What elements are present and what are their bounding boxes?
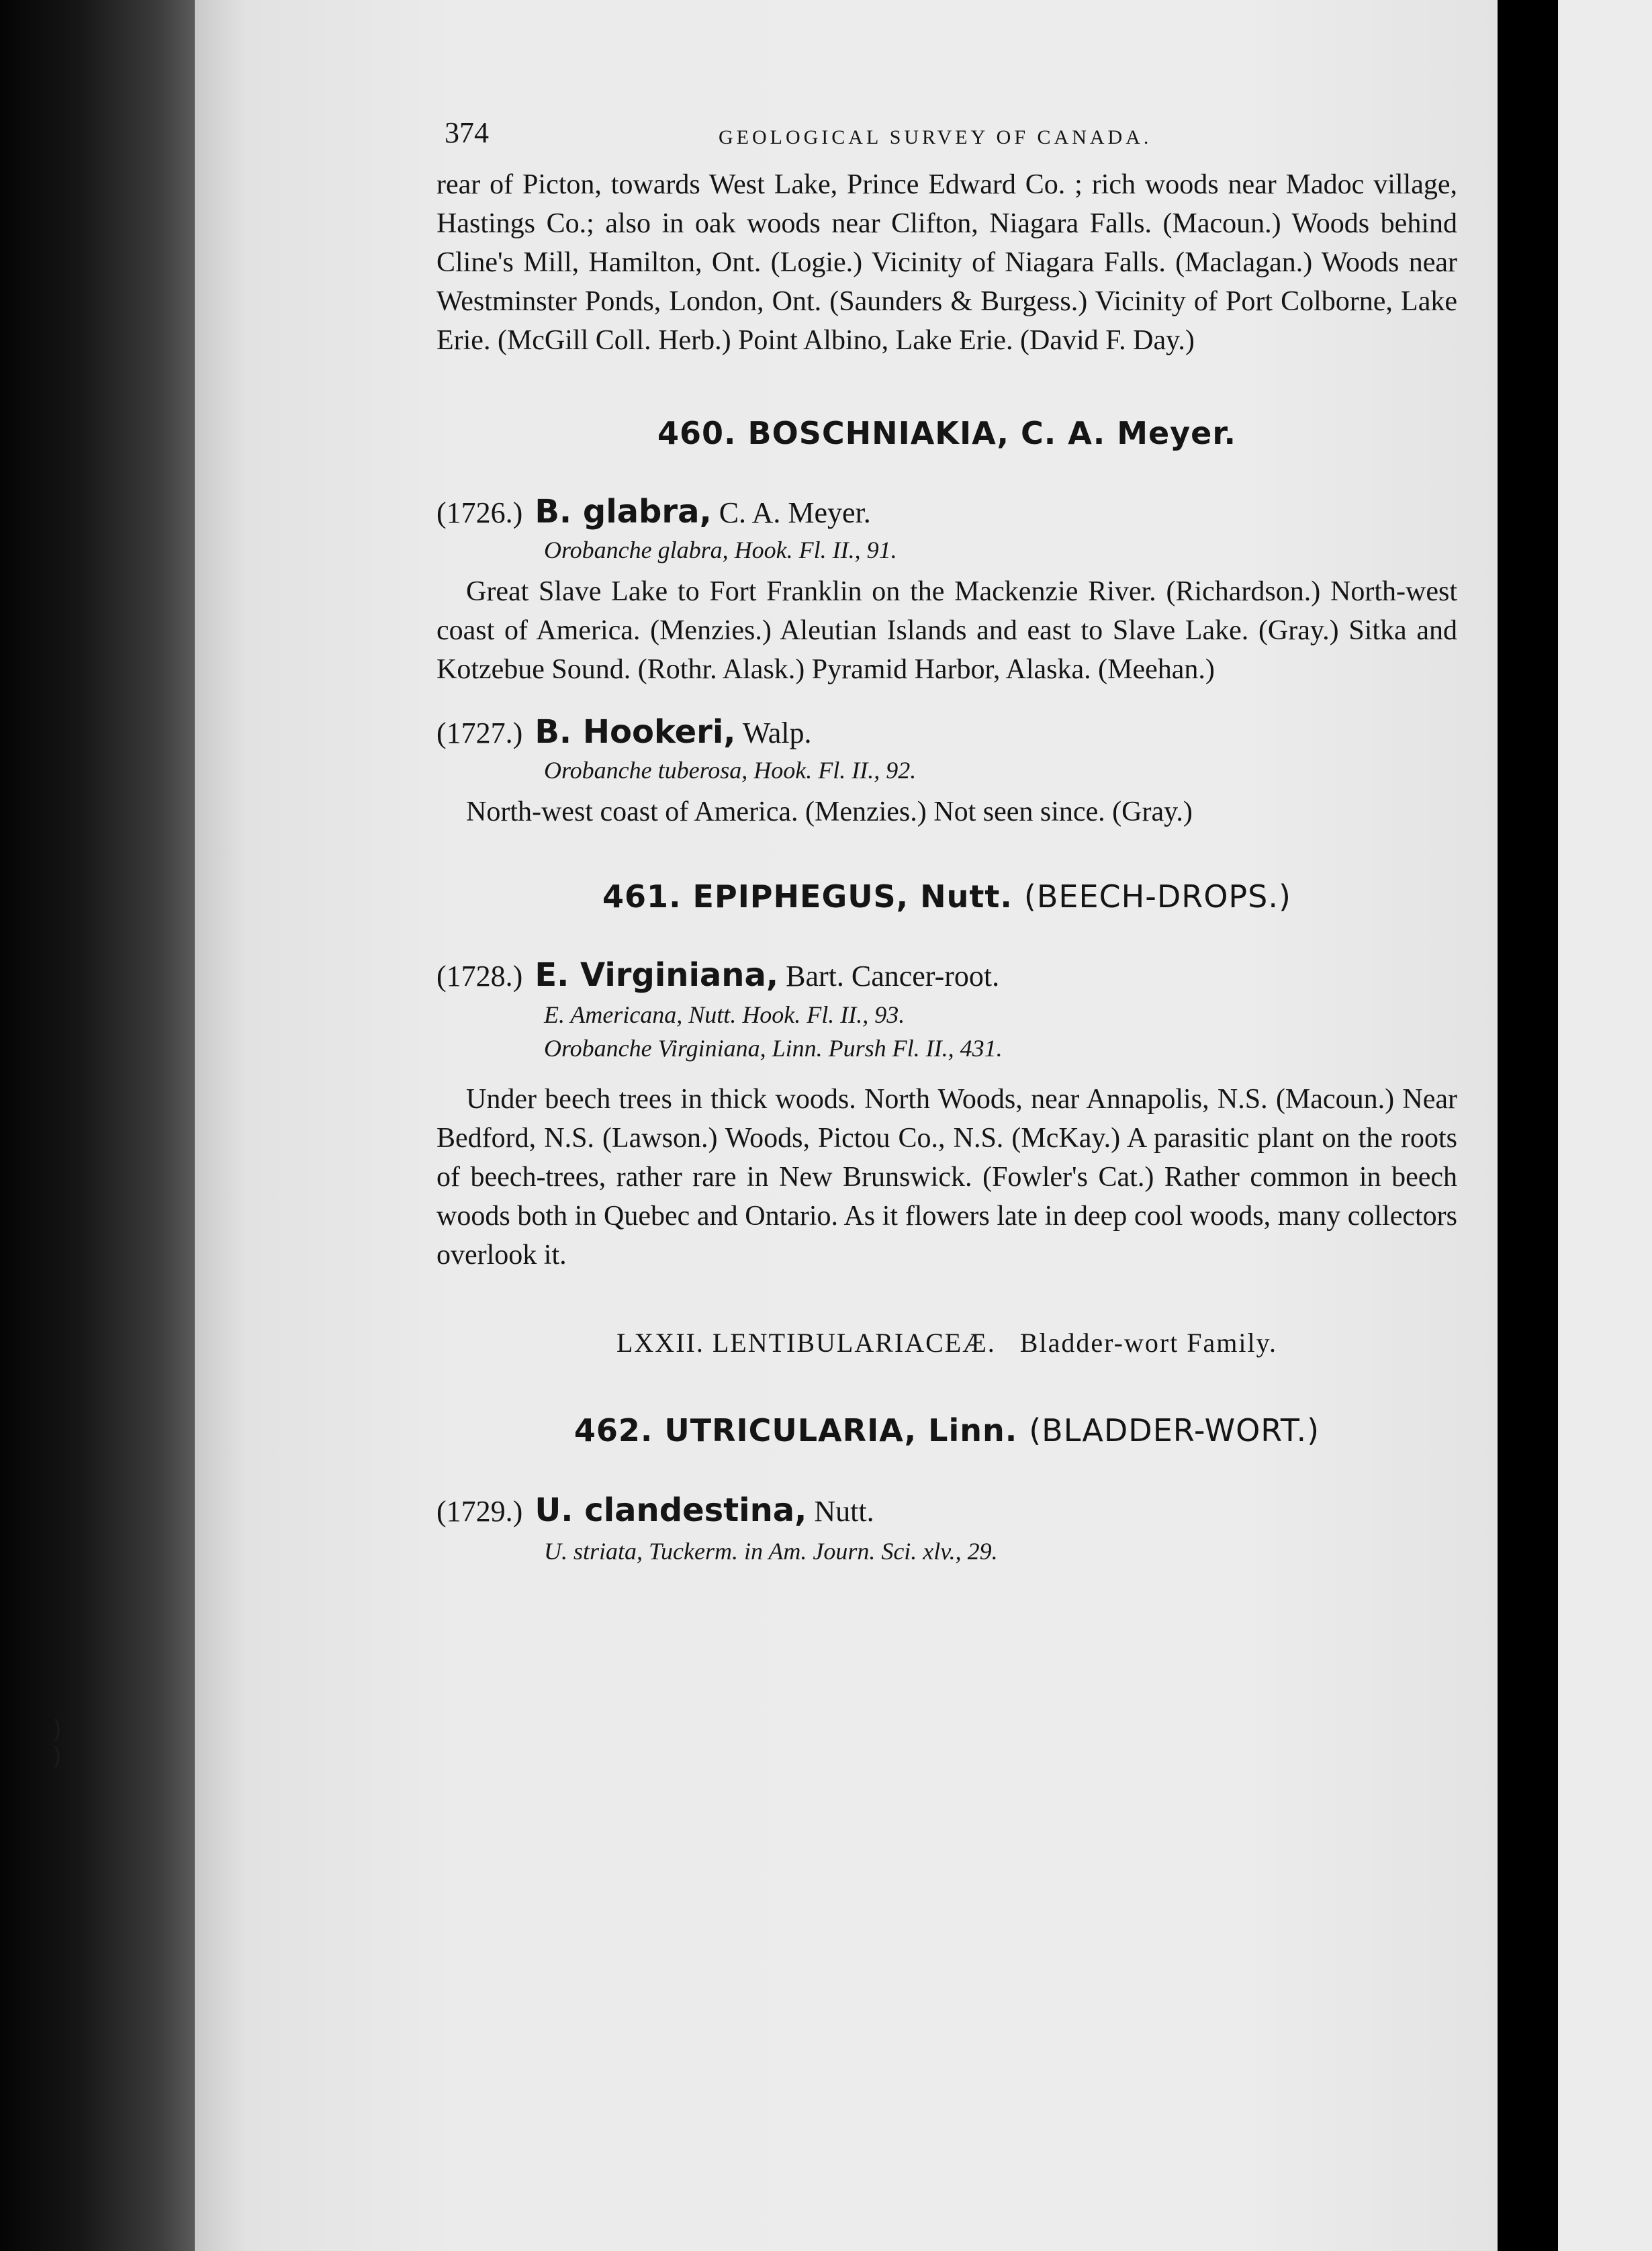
genus-461-common: (BEECH-DROPS.) (1023, 878, 1291, 915)
synonym (437, 1534, 1457, 1568)
synonym-text: U. striata, Tuckerm. in Am. Journ. Sci. xlv., 29. (544, 1538, 998, 1565)
family-heading (437, 1327, 1457, 1359)
species-author: Nutt. (814, 1495, 874, 1528)
synonym (437, 998, 1457, 1031)
synonym (437, 753, 1457, 787)
species-number: (1729.) (437, 1495, 523, 1528)
species-description: North-west coast of America. (Menzies.) Not seen since. (Gray.) (466, 796, 1193, 827)
genus-462-common: (BLADDER-WORT.) (1029, 1412, 1320, 1449)
species-name: B. glabra, (535, 493, 712, 531)
family-common: Bladder-wort Family. (1019, 1328, 1277, 1358)
species-number: (1727.) (437, 717, 523, 749)
species-1727 (437, 713, 1457, 751)
genus-462-title: 462. UTRICULARIA, Linn. (573, 1412, 1018, 1449)
species-1729 (437, 1491, 1457, 1529)
page-gap (1498, 0, 1558, 2251)
genus-heading-461 (437, 878, 1457, 915)
synonym-text: E. Americana, Nutt. Hook. Fl. II., 93. (544, 1001, 905, 1028)
genus-460-title: 460. BOSCHNIAKIA, C. A. Meyer. (657, 415, 1236, 451)
species-number: (1726.) (437, 496, 523, 529)
page-content (437, 107, 1457, 1568)
species-author: Bart. Cancer-root. (786, 960, 1000, 993)
synonym (437, 533, 1457, 567)
species-description: Great Slave Lake to Fort Franklin on the Mackenzie River. (Richardson.) North-west coast of America. (Menzies.) Aleutian Islands and east to Slave Lake. (Gray.) Sitka and Kotzebue Sound. (Rothr. Alask.) Pyramid Harbor, Alaska. (Meehan.) (437, 576, 1457, 685)
synonym (437, 1031, 1457, 1065)
species-number: (1728.) (437, 960, 523, 993)
species-1728 (437, 956, 1457, 994)
margin-mark-1: ) (52, 1716, 62, 1743)
page-number: 374 (445, 116, 489, 149)
intro-paragraph: rear of Picton, towards West Lake, Prince Edward Co. ; rich woods near Madoc village, Hastings Co.; also in oak woods near Clifton, Niagara Falls. (Macoun.) Woods behind Cline's Mill, Hamilton, Ont. (Logie.) Vicinity of Niagara Falls. (Maclagan.) Woods near Westminster Ponds, London, Ont. (Saunders & Burgess.) Vicinity of Port Colborne, Lake Erie. (McGill Coll. Herb.) Point Albino, Lake Erie. (David F. Day.) (437, 169, 1457, 356)
species-1726 (437, 493, 1457, 531)
species-author: Walp. (742, 717, 812, 749)
species-name: U. clandestina, (535, 1491, 807, 1529)
species-author: C. A. Meyer. (719, 496, 871, 529)
running-title: GEOLOGICAL SURVEY OF CANADA. (719, 126, 1152, 148)
synonym-text: Orobanche Virginiana, Linn. Pursh Fl. II., 431. (544, 1035, 1003, 1062)
species-description: Under beech trees in thick woods. North Woods, near Annapolis, N.S. (Macoun.) Near Bedford, N.S. (Lawson.) Woods, Pictou Co., N.S. (McKay.) A parasitic plant on the roots of beech-trees, rather rare in New Brunswick. (Fowler's Cat.) Rather common in beech woods both in Quebec and Ontario. As it flowers late in deep cool woods, many collectors overlook it. (437, 1084, 1457, 1271)
species-name: B. Hookeri, (535, 713, 736, 751)
margin-mark-2: ) (52, 1743, 62, 1770)
genus-heading-460 (437, 415, 1457, 451)
book-spine (0, 0, 195, 2251)
genus-heading-462 (437, 1412, 1457, 1449)
species-name: E. Virginiana, (535, 956, 779, 994)
next-page-edge (1558, 0, 1652, 2251)
synonym-text: Orobanche tuberosa, Hook. Fl. II., 92. (544, 757, 917, 784)
family-title: LXXII. LENTIBULARIACEÆ. (616, 1328, 996, 1358)
page-header (437, 107, 1457, 161)
synonym-text: Orobanche glabra, Hook. Fl. II., 91. (544, 537, 897, 563)
genus-461-title: 461. EPIPHEGUS, Nutt. (602, 878, 1013, 915)
